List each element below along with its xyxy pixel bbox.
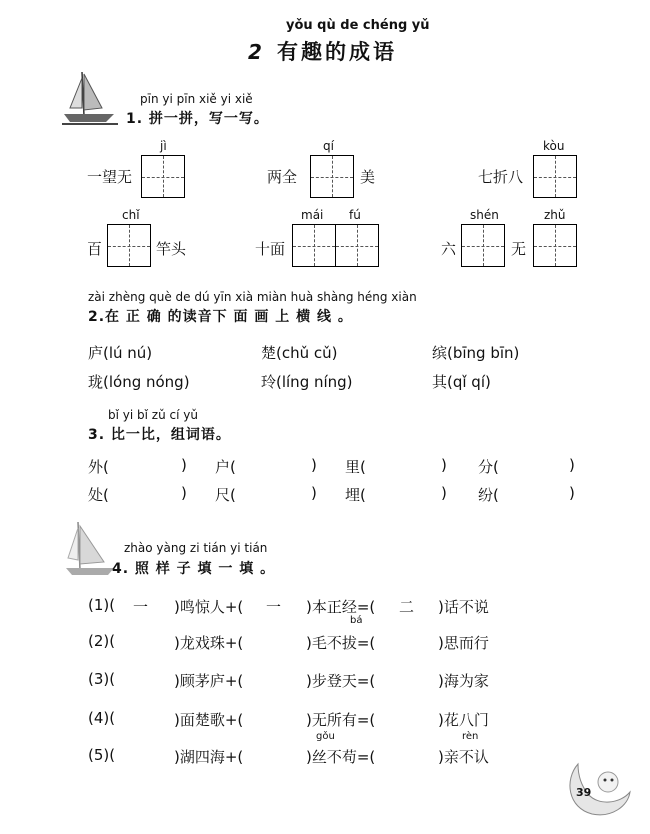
- word-char: 分(: [478, 458, 499, 476]
- idiom-text: 美: [360, 168, 376, 186]
- idiom-text: 两全: [267, 168, 298, 186]
- choice-item[interactable]: 楚(chǔ cǔ): [261, 344, 338, 362]
- idiom-part: )亲不认: [438, 748, 489, 766]
- word-char: 户(: [215, 458, 236, 476]
- paren-close: ): [441, 484, 447, 502]
- pinyin-qi: qí: [323, 139, 334, 153]
- pinyin-fu: fú: [349, 208, 361, 222]
- q-line-1: [88, 596, 115, 614]
- idiom-part: )本正经=(: [306, 598, 376, 616]
- sailboat-icon: [62, 68, 118, 126]
- pinyin-chi: chǐ: [122, 208, 140, 222]
- idiom-text: 无: [511, 240, 527, 258]
- idiom-part: )无所有=(: [306, 711, 376, 729]
- choice-item[interactable]: 玲(líng níng): [261, 373, 353, 391]
- pinyin-ji: jì: [160, 139, 167, 153]
- blank-answer[interactable]: 一: [133, 598, 149, 616]
- paren-close: ): [181, 456, 187, 474]
- paren-close: ): [311, 484, 317, 502]
- ruby-ren: rèn: [462, 731, 479, 742]
- pinyin-shen: shén: [470, 208, 499, 222]
- s3-heading: 3. 比一比，组词语。: [88, 427, 231, 443]
- word-char: 外(: [88, 458, 109, 476]
- idiom-part: )顾茅庐+(: [174, 672, 244, 690]
- s1-pinyin: pīn yi pīn xiě yi xiě: [140, 92, 253, 106]
- idiom-text: 竿头: [156, 240, 187, 258]
- choice-item[interactable]: 珑(lóng nóng): [88, 373, 190, 391]
- q-number: (1)(: [88, 596, 116, 614]
- word-char: 埋(: [345, 486, 366, 504]
- idiom-part: )湖四海+(: [174, 748, 244, 766]
- pinyin-zhu: zhǔ: [544, 208, 566, 222]
- ruby-gou: gǒu: [316, 731, 335, 742]
- moon-mascot-icon: [564, 756, 636, 820]
- word-char: 里(: [345, 458, 366, 476]
- word-char: 尺(: [215, 486, 236, 504]
- q-number: (3)(: [88, 670, 116, 688]
- idiom-part: )花八门: [438, 711, 489, 729]
- pinyin-kou: kòu: [543, 139, 565, 153]
- idiom-part: )毛不拔=(: [306, 634, 376, 652]
- s1-heading: 1. 拼一拼，写一写。: [126, 111, 269, 127]
- idiom-part: )龙戏珠+(: [174, 634, 244, 652]
- idiom-part: )海为家: [438, 672, 489, 690]
- writing-box[interactable]: [533, 224, 577, 267]
- writing-box[interactable]: [533, 155, 577, 198]
- idiom-text: 一望无: [87, 168, 133, 186]
- ruby-ba: bá: [350, 615, 363, 626]
- q-number: (4)(: [88, 709, 116, 727]
- page-title: [248, 36, 397, 66]
- page-number: 39: [576, 786, 592, 799]
- lesson-number: 2: [248, 40, 262, 64]
- s4-heading: 4. 照 样 子 填 一 填 。: [112, 561, 276, 577]
- idiom-part: )话不说: [438, 598, 489, 616]
- s3-pinyin: bǐ yi bǐ zǔ cí yǔ: [108, 408, 198, 422]
- word-char: 纷(: [478, 486, 499, 504]
- blank-answer[interactable]: 二: [399, 598, 415, 616]
- q-number: (2)(: [88, 632, 116, 650]
- idiom-part: )鸣惊人+(: [174, 598, 244, 616]
- paren-close: ): [311, 456, 317, 474]
- idiom-part: )思而行: [438, 634, 489, 652]
- writing-box[interactable]: [141, 155, 185, 198]
- title-pinyin: yǒu qù de chéng yǔ: [286, 18, 430, 33]
- s4-pinyin: zhào yàng zi tián yi tián: [124, 541, 268, 555]
- idiom-part: )面楚歌+(: [174, 711, 244, 729]
- choice-item[interactable]: 其(qǐ qí): [432, 373, 491, 391]
- choice-item[interactable]: 缤(bīng bīn): [432, 344, 520, 362]
- paren-close: ): [569, 484, 575, 502]
- paren-close: ): [181, 484, 187, 502]
- idiom-text: 七折八: [478, 168, 524, 186]
- paren-close: ): [569, 456, 575, 474]
- paren-close: ): [441, 456, 447, 474]
- writing-box[interactable]: [107, 224, 151, 267]
- writing-box[interactable]: [461, 224, 505, 267]
- pinyin-mai: mái: [301, 208, 324, 222]
- writing-box[interactable]: [292, 224, 336, 267]
- s2-heading: 2.在 正 确 的读音下 面 画 上 横 线 。: [88, 309, 353, 325]
- title-text: 有趣的成语: [277, 40, 398, 64]
- writing-box[interactable]: [335, 224, 379, 267]
- s2-pinyin: zài zhèng què de dú yīn xià miàn huà shàng héng xiàn: [88, 290, 417, 304]
- idiom-text: 百: [87, 240, 103, 258]
- idiom-text: 六: [441, 240, 457, 258]
- blank-answer[interactable]: 一: [266, 598, 282, 616]
- writing-box[interactable]: [310, 155, 354, 198]
- q-number: (5)(: [88, 746, 116, 764]
- sailboat-icon: [64, 518, 118, 578]
- idiom-part: )丝不苟=(: [306, 748, 376, 766]
- word-char: 处(: [88, 486, 109, 504]
- idiom-part: )步登天=(: [306, 672, 376, 690]
- choice-item[interactable]: 庐(lú nú): [88, 344, 153, 362]
- idiom-text: 十面: [255, 240, 286, 258]
